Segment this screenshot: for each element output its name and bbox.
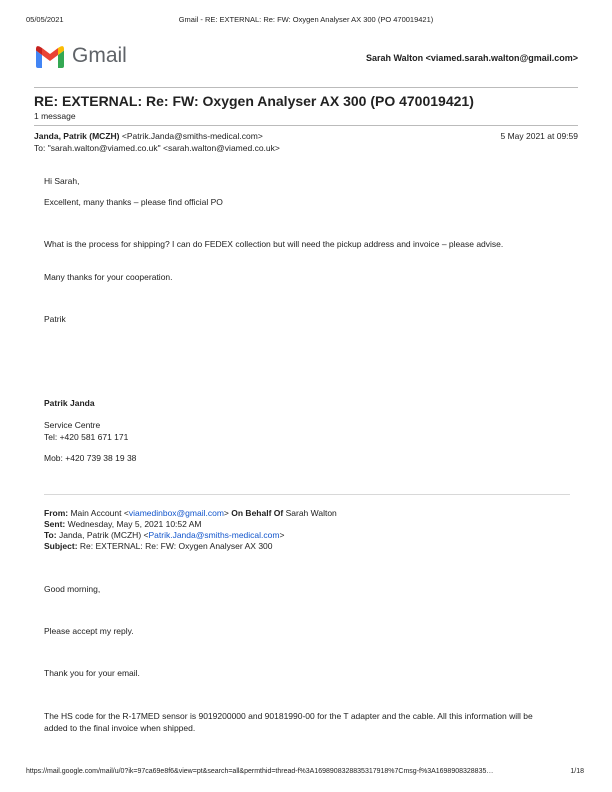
- quoted-subject-label: Subject:: [44, 541, 78, 551]
- quoted-from-close: >: [223, 508, 229, 518]
- quoted-sent-label: Sent:: [44, 519, 66, 529]
- body-greeting: Hi Sarah,: [44, 176, 80, 186]
- quote-divider: [44, 494, 570, 495]
- quoted-body-line: The HS code for the R-17MED sensor is 9019200000 and 90181990-00 for the T adapter and the cable. All this information will be added to the final invoice when shipped.: [44, 711, 533, 733]
- quoted-to: [44, 530, 284, 540]
- gmail-logo-icon: [34, 44, 66, 71]
- quoted-from-value: Main Account <: [70, 508, 129, 518]
- account-name: Sarah Walton <viamed.sarah.walton@gmail.com>: [365, 53, 578, 63]
- quoted-from-email-link[interactable]: viamedinbox@gmail.com: [128, 508, 224, 518]
- quoted-to-email-link[interactable]: Patrik.Janda@smiths-medical.com: [148, 530, 280, 540]
- message-date: 5 May 2021 at 09:59: [500, 131, 578, 141]
- header-divider: [34, 87, 578, 88]
- quoted-to-value: Janda, Patrik (MCZH) <: [58, 530, 149, 540]
- quoted-subject: [44, 541, 273, 551]
- message-count: 1 message: [34, 111, 76, 121]
- to-label: To:: [34, 143, 46, 153]
- signature-tel: Tel: +420 581 671 171: [44, 432, 129, 442]
- quoted-to-label: To:: [44, 530, 57, 540]
- body-line: What is the process for shipping? I can do FEDEX collection but will need the pickup address and invoice – please advise.: [44, 239, 504, 249]
- signature-mob: Mob: +420 739 38 19 38: [44, 453, 137, 463]
- quoted-sent: [44, 519, 202, 529]
- quoted-behalf-value: Sarah Walton: [285, 508, 337, 518]
- quoted-to-close: >: [279, 530, 285, 540]
- quoted-from-label: From:: [44, 508, 69, 518]
- quoted-behalf-label: On Behalf Of: [231, 508, 284, 518]
- signature-dept: Service Centre: [44, 420, 101, 430]
- sender-name: Janda, Patrik (MCZH): [34, 131, 120, 141]
- footer-url: https://mail.google.com/mail/u/0?ik=97ca69e8f6&view=pt&search=all&permthid=thread-f%3A1698908328835317918%7Cmsg-f%3A1698908328835…: [26, 768, 494, 775]
- to-value: "sarah.walton@viamed.co.uk" <sarah.walton@viamed.co.uk>: [47, 143, 280, 153]
- print-title: Gmail - RE: EXTERNAL: Re: FW: Oxygen Analyser AX 300 (PO 470019421): [178, 15, 434, 24]
- print-date: 05/05/2021: [26, 15, 64, 24]
- body-sign-off: Patrik: [44, 314, 66, 324]
- quoted-body-line: Thank you for your email.: [44, 668, 140, 678]
- quoted-subject-value: Re: EXTERNAL: Re: FW: Oxygen Analyser AX 300: [79, 541, 273, 551]
- thread-subject: RE: EXTERNAL: Re: FW: Oxygen Analyser AX 300 (PO 470019421): [34, 93, 474, 109]
- quoted-from: [44, 508, 337, 518]
- message-from: [34, 131, 263, 141]
- quoted-sent-value: Wednesday, May 5, 2021 10:52 AM: [67, 519, 202, 529]
- signature-name: Patrik Janda: [44, 398, 95, 408]
- quoted-body-line: Please accept my reply.: [44, 626, 134, 636]
- page-number: 1/18: [570, 768, 584, 775]
- body-line: Excellent, many thanks – please find official PO: [44, 197, 223, 207]
- gmail-logo-text: Gmail: [72, 44, 127, 67]
- quoted-body-line: Good morning,: [44, 584, 101, 594]
- sender-email: <Patrik.Janda@smiths-medical.com>: [121, 131, 263, 141]
- subject-divider: [34, 125, 578, 126]
- message-to: [34, 143, 280, 153]
- body-line: Many thanks for your cooperation.: [44, 272, 173, 282]
